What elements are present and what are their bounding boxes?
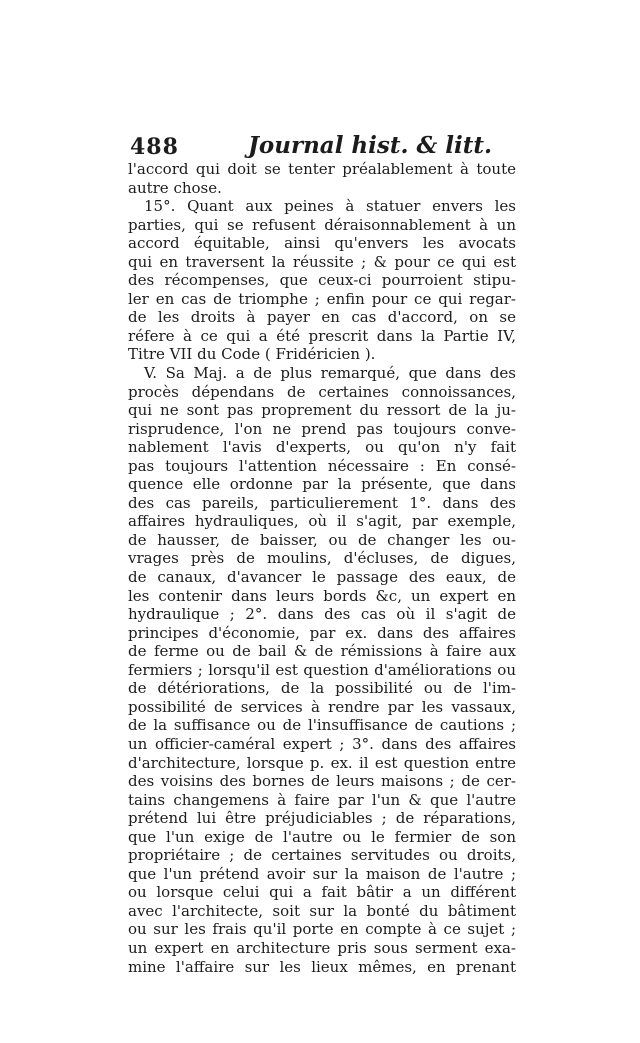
text-line: de les droits à payer en cas d'accord, on se	[128, 308, 516, 327]
text-line: risprudence, l'on ne prend pas toujours conve-	[128, 419, 516, 438]
text-line: les contenir dans leurs bords &c, un expert en	[128, 586, 516, 605]
text-line: un officier-caméral expert ; 3°. dans des affaires	[128, 734, 516, 753]
text-line: autre chose.	[128, 178, 222, 197]
text-line: des voisins des bornes de leurs maisons ; de cer-	[128, 772, 516, 791]
page-header	[130, 128, 514, 162]
text-line: que l'un exige de l'autre ou le fermier de son	[128, 827, 516, 846]
text-line: accord équitable, ainsi qu'envers les avocats	[128, 234, 516, 253]
text-line: que l'un prétend avoir sur la maison de l'autre ;	[128, 864, 516, 883]
text-line: de ferme ou de bail & de rémissions à faire aux	[128, 642, 516, 661]
text-line: pas toujours l'attention nécessaire : En consé-	[128, 456, 516, 475]
page-number: 488	[130, 134, 179, 160]
text-line: fermiers ; lorsqu'il est question d'améliorations ou	[128, 660, 516, 679]
text-line: propriétaire ; de certaines servitudes ou droits,	[128, 846, 516, 865]
text-line: V. Sa Maj. a de plus remarqué, que dans des	[144, 364, 516, 383]
text-line: vrages près de moulins, d'écluses, de digues,	[128, 549, 516, 568]
text-line: principes d'économie, par ex. dans des affaires	[128, 623, 516, 642]
text-line: procès dépendans de certaines connoissances,	[128, 382, 516, 401]
text-line: de la suffisance ou de l'insuffisance de cautions ;	[128, 716, 516, 735]
text-line: des récompenses, que ceux-ci pourroient stipu-	[128, 271, 516, 290]
text-line: l'accord qui doit se tenter préalablement à toute	[128, 160, 516, 178]
text-line: de canaux, d'avancer le passage des eaux, de	[128, 568, 516, 587]
text-line: ler en cas de triomphe ; enfin pour ce qui regar-	[128, 289, 516, 308]
text-line: nablement l'avis d'experts, ou qu'on n'y fait	[128, 438, 516, 457]
running-title: Journal hist. & litt.	[248, 132, 492, 159]
text-line: Titre VII du Code ( Fridéricien ).	[128, 345, 376, 364]
text-line: ou lorsque celui qui a fait bâtir a un différent	[128, 883, 516, 902]
text-line: réfere à ce qui a été prescrit dans la Partie IV,	[128, 326, 516, 345]
text-line: des cas pareils, particulierement 1°. dans des	[128, 493, 516, 512]
text-line: parties, qui se refusent déraisonnablement à un	[128, 215, 516, 234]
text-line: de hausser, de baisser, ou de changer les ou-	[128, 530, 516, 549]
body-text	[128, 160, 516, 976]
text-line: avec l'architecte, soit sur la bonté du bâtiment	[128, 901, 516, 920]
text-line: possibilité de services à rendre par les vassaux,	[128, 697, 516, 716]
text-line: mine l'affaire sur les lieux mêmes, en prenant	[128, 957, 516, 976]
text-line: d'architecture, lorsque p. ex. il est question entre	[128, 753, 516, 772]
text-line: quence elle ordonne par la présente, que dans	[128, 475, 516, 494]
text-line: un expert en architecture pris sous serment exa-	[128, 938, 516, 957]
text-line: de détériorations, de la possibilité ou de l'im-	[128, 679, 516, 698]
text-line: tains changemens à faire par l'un & que l'autre	[128, 790, 516, 809]
text-line: hydraulique ; 2°. dans des cas où il s'agit de	[128, 605, 516, 624]
text-line: qui en traversent la réussite ; & pour ce qui est	[128, 252, 516, 271]
text-line: ou sur les frais qu'il porte en compte à ce sujet ;	[128, 920, 516, 939]
text-line: prétend lui être préjudiciables ; de réparations,	[128, 809, 516, 828]
text-line: 15°. Quant aux peines à statuer envers les	[144, 197, 516, 216]
text-line: affaires hydrauliques, où il s'agit, par exemple,	[128, 512, 516, 531]
text-line: qui ne sont pas proprement du ressort de la ju-	[128, 401, 516, 420]
